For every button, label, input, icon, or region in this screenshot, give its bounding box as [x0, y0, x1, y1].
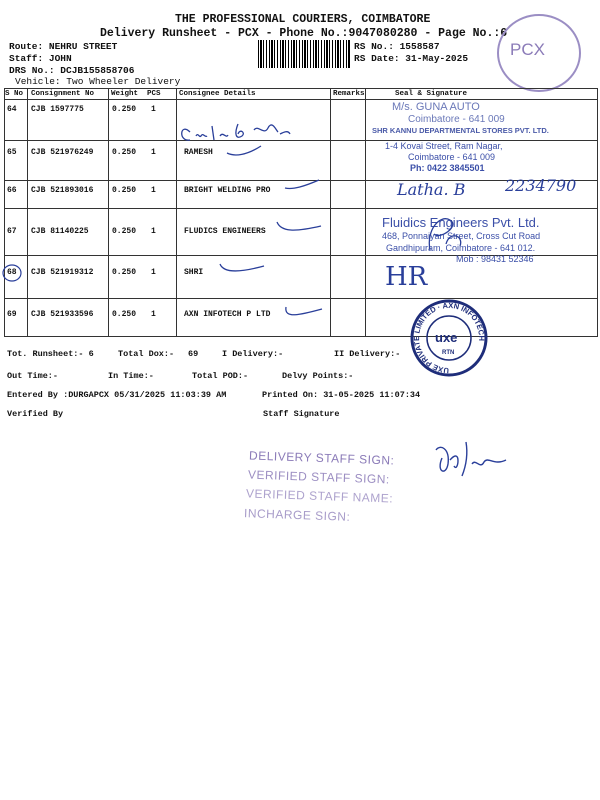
row-67-weight: 0.250 [112, 227, 137, 236]
row-68-pcs: 1 [151, 268, 156, 277]
row-67-details: FLUDICS ENGINEERS [184, 227, 266, 236]
barcode [258, 40, 350, 68]
row-68-consignment: CJB 521919312 [31, 268, 94, 277]
pcx-stamp-text: PCX [510, 40, 545, 59]
out-time: Out Time:- [7, 371, 59, 381]
row-68-tick [218, 260, 268, 276]
delivery-staff-sign: DELIVERY STAFF SIGN: [248, 448, 395, 468]
fluidics-stamp-name: Fluidics Engineers Pvt. Ltd. [382, 215, 540, 230]
shr-stamp-line1: SHR KANNU DEPARTMENTAL STORES PVT. LTD. [372, 126, 549, 135]
row-69-pcs: 1 [151, 310, 156, 319]
printed-on: Printed On: 31-05-2025 11:07:34 [262, 390, 421, 400]
row-68-circle-mark [1, 262, 23, 284]
row-69-sno: 69 [7, 310, 17, 319]
row-68-weight: 0.250 [112, 268, 137, 277]
uxe-seal-rtn: RTN [442, 350, 455, 356]
row-69-weight: 0.250 [112, 310, 137, 319]
route: Route: NEHRU STREET [9, 41, 118, 52]
row-66-receiver-phone: 2234790 [505, 176, 577, 195]
row-66-receiver-name: Latha. B [397, 180, 466, 199]
total-pod: Total POD:- [192, 371, 249, 381]
ii-delivery: II Delivery:- [334, 349, 401, 359]
row-64-consignment: CJB 1597775 [31, 105, 84, 114]
uxe-seal-ring: UXE PRIVATE LIMITED · AXN INFOTECH [412, 300, 487, 376]
row-66-tick [283, 178, 323, 194]
guna-stamp-line2: Coimbatore - 641 009 [408, 114, 505, 125]
staff: Staff: JOHN [9, 53, 72, 64]
verified-by: Verified By [7, 409, 64, 419]
col-pcs: PCS [147, 90, 161, 98]
row-68-details: SHRI [184, 268, 204, 277]
row-67-tick [275, 220, 325, 236]
row-66-consignment: CJB 521893016 [31, 186, 94, 195]
shr-stamp-line3: Coimbatore - 641 009 [408, 152, 496, 162]
col-seal: Seal & Signature [395, 90, 468, 98]
col-weight: Weight [111, 90, 139, 98]
row-65-sno: 65 [7, 148, 17, 157]
uxe-seal [402, 298, 497, 378]
row-66-weight: 0.250 [112, 186, 137, 195]
col-remarks: Remarks [333, 90, 365, 98]
row-65-consignment: CJB 521976249 [31, 148, 94, 157]
runsheet-subtitle: Delivery Runsheet - PCX - Phone No.:9047080280 - Page No.:6 [100, 27, 508, 40]
row-69-tick [282, 303, 327, 321]
fluidics-stamp-phone: Mob : 98431 52346 [456, 254, 534, 264]
fluidics-stamp-addr2: Gandhipuram, Coimbatore - 641 012. [386, 243, 536, 253]
entered-by: Entered By :DURGAPCX 05/31/2025 11:03:39 AM [7, 390, 227, 400]
row-65-details: RAMESH [184, 148, 213, 157]
row-64-sno: 64 [7, 105, 17, 114]
row-67-consignment: CJB 81140225 [31, 227, 89, 236]
total-dox: Total Dox:- [118, 349, 175, 359]
verified-staff-sign: VERIFIED STAFF SIGN: [247, 467, 390, 487]
uxe-seal-center: uxe [435, 330, 458, 345]
i-delivery: I Delivery:- [222, 349, 284, 359]
row-66-pcs: 1 [151, 186, 156, 195]
row-68-initials: HR [385, 262, 428, 292]
rs-number: RS No.: 1558587 [354, 41, 440, 52]
row-67-sno: 67 [7, 227, 17, 236]
tot-runsheet: Tot. Runsheet:- 6 [7, 349, 94, 359]
in-time: In Time:- [108, 371, 154, 381]
staff-signature: Staff Signature [263, 409, 340, 419]
drs-number: DRS No.: DCJB155858706 [9, 65, 135, 76]
col-sno: S No [5, 90, 24, 98]
delvy-points: Delvy Points:- [282, 371, 354, 381]
row-65-tick [225, 143, 265, 159]
delivery-staff-signature [432, 436, 512, 481]
row-64-weight: 0.250 [112, 105, 137, 114]
vehicle: Vehicle: Two Wheeler Delivery [15, 76, 181, 87]
row-65-weight: 0.250 [112, 148, 137, 157]
row-64-pcs: 1 [151, 105, 156, 114]
incharge-sign: INCHARGE SIGN: [243, 506, 351, 524]
total-dox-value: 69 [188, 349, 199, 359]
company-title: THE PROFESSIONAL COURIERS, COIMBATORE [175, 13, 431, 26]
row-69-consignment: CJB 521933596 [31, 310, 94, 319]
row-68-sno: 68 [7, 268, 17, 277]
shr-stamp-line4: Ph: 0422 3845501 [410, 163, 485, 173]
row-66-sno: 66 [7, 186, 17, 195]
row-67-pcs: 1 [151, 227, 156, 236]
verified-staff-name: VERIFIED STAFF NAME: [245, 486, 394, 506]
fluidics-stamp-addr1: 468, Ponnaiyan Street, Cross Cut Road [382, 231, 541, 241]
shr-stamp-line2: 1-4 Kovai Street, Ram Nagar, [385, 141, 503, 151]
guna-stamp-line1: M/s. GUNA AUTO [392, 101, 480, 113]
col-consignee: Consignee Details [179, 90, 256, 98]
row-66-details: BRIGHT WELDING PRO [184, 186, 271, 195]
row-67-signature [420, 210, 470, 255]
rs-date: RS Date: 31-May-2025 [354, 53, 469, 64]
col-consignment: Consignment No [31, 90, 95, 98]
row-69-details: AXN INFOTECH P LTD [184, 310, 271, 319]
row-65-pcs: 1 [151, 148, 156, 157]
